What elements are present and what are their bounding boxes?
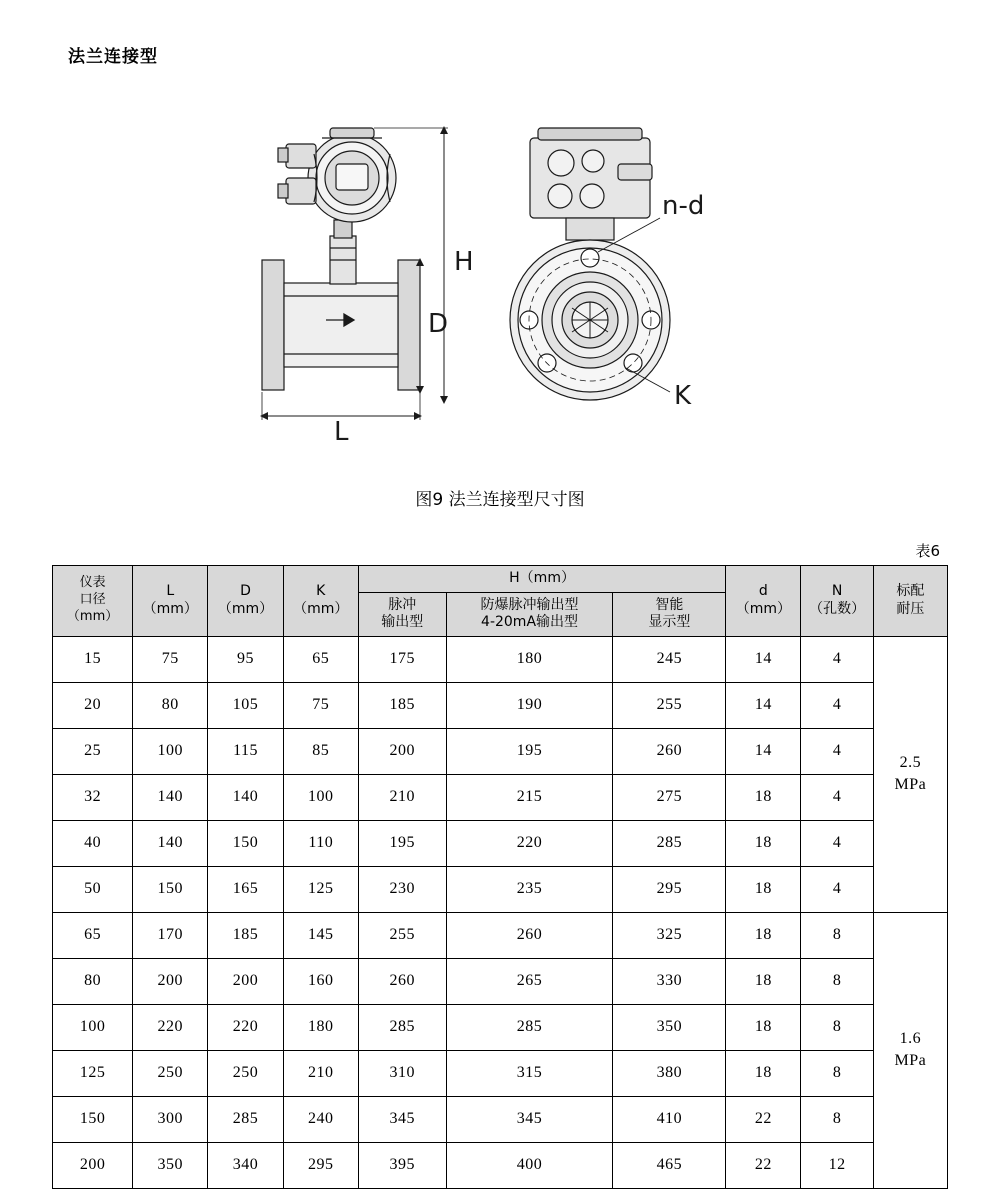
- cell-bore: 20: [53, 682, 133, 728]
- cell-n: 4: [801, 636, 873, 682]
- cell-n: 4: [801, 774, 873, 820]
- cell-L: 200: [133, 958, 208, 1004]
- cell-D: 165: [208, 866, 283, 912]
- cell-L: 75: [133, 636, 208, 682]
- cell-n: 12: [801, 1142, 873, 1188]
- cell-K: 160: [283, 958, 358, 1004]
- cell-h2: 190: [446, 682, 613, 728]
- cell-D: 220: [208, 1004, 283, 1050]
- cell-h1: 345: [358, 1096, 446, 1142]
- cell-L: 170: [133, 912, 208, 958]
- spec-table: [52, 565, 948, 1189]
- cell-h2: 345: [446, 1096, 613, 1142]
- table-row: [53, 1004, 948, 1050]
- th-l: L （mm）: [133, 566, 208, 637]
- cell-D: 200: [208, 958, 283, 1004]
- cell-h2: 180: [446, 636, 613, 682]
- cell-h2: 235: [446, 866, 613, 912]
- cell-bore: 25: [53, 728, 133, 774]
- cell-h3: 255: [613, 682, 726, 728]
- cell-K: 65: [283, 636, 358, 682]
- cell-L: 140: [133, 774, 208, 820]
- cell-L: 150: [133, 866, 208, 912]
- cell-h2: 195: [446, 728, 613, 774]
- th-d: D （mm）: [208, 566, 283, 637]
- cell-K: 100: [283, 774, 358, 820]
- cell-h3: 285: [613, 820, 726, 866]
- dimension-label-k: K: [674, 381, 692, 411]
- th-hole-dia: d （mm）: [726, 566, 801, 637]
- cell-bore: 15: [53, 636, 133, 682]
- cell-h1: 195: [358, 820, 446, 866]
- table-body: [53, 636, 948, 1188]
- th-h-pulse: 脉冲 输出型: [358, 592, 446, 636]
- cell-bore: 65: [53, 912, 133, 958]
- cell-D: 185: [208, 912, 283, 958]
- cell-h1: 260: [358, 958, 446, 1004]
- cell-bore: 150: [53, 1096, 133, 1142]
- cell-d: 18: [726, 866, 801, 912]
- cell-L: 300: [133, 1096, 208, 1142]
- table-head: [53, 566, 948, 637]
- cell-L: 220: [133, 1004, 208, 1050]
- cell-K: 210: [283, 1050, 358, 1096]
- cell-h1: 255: [358, 912, 446, 958]
- cell-K: 145: [283, 912, 358, 958]
- cell-d: 14: [726, 682, 801, 728]
- cell-K: 240: [283, 1096, 358, 1142]
- table-row: [53, 912, 948, 958]
- th-hole-count: N （孔数）: [801, 566, 873, 637]
- dimension-label-h: H: [454, 247, 474, 277]
- dimension-label-d: D: [428, 309, 449, 339]
- cell-h1: 285: [358, 1004, 446, 1050]
- th-h-smart: 智能 显示型: [613, 592, 726, 636]
- cell-h2: 265: [446, 958, 613, 1004]
- cell-h3: 275: [613, 774, 726, 820]
- cell-L: 100: [133, 728, 208, 774]
- th-h-group: H（mm）: [358, 566, 725, 593]
- cell-h3: 410: [613, 1096, 726, 1142]
- cell-h2: 315: [446, 1050, 613, 1096]
- table-row: [53, 866, 948, 912]
- cell-h2: 215: [446, 774, 613, 820]
- cell-bore: 32: [53, 774, 133, 820]
- th-pressure: 标配 耐压: [873, 566, 947, 637]
- cell-h2: 285: [446, 1004, 613, 1050]
- cell-L: 250: [133, 1050, 208, 1096]
- cell-L: 350: [133, 1142, 208, 1188]
- dimension-label-l: L: [334, 417, 349, 447]
- cell-D: 285: [208, 1096, 283, 1142]
- cell-h1: 230: [358, 866, 446, 912]
- cell-h3: 260: [613, 728, 726, 774]
- table-row: [53, 1142, 948, 1188]
- cell-h1: 210: [358, 774, 446, 820]
- cell-h3: 325: [613, 912, 726, 958]
- cell-D: 340: [208, 1142, 283, 1188]
- figure-caption: 图9 法兰连接型尺寸图: [415, 490, 585, 510]
- cell-h3: 295: [613, 866, 726, 912]
- cell-h3: 350: [613, 1004, 726, 1050]
- cell-h3: 380: [613, 1050, 726, 1096]
- cell-n: 8: [801, 958, 873, 1004]
- cell-K: 180: [283, 1004, 358, 1050]
- cell-d: 18: [726, 1050, 801, 1096]
- cell-bore: 80: [53, 958, 133, 1004]
- table-row: [53, 636, 948, 682]
- th-h-explosionproof: 防爆脉冲输出型 4-20mA输出型: [446, 592, 613, 636]
- cell-h2: 220: [446, 820, 613, 866]
- cell-bore: 40: [53, 820, 133, 866]
- cell-bore: 200: [53, 1142, 133, 1188]
- table-row: [53, 774, 948, 820]
- table-row: [53, 728, 948, 774]
- cell-d: 22: [726, 1096, 801, 1142]
- cell-d: 18: [726, 912, 801, 958]
- cell-bore: 100: [53, 1004, 133, 1050]
- cell-d: 18: [726, 1004, 801, 1050]
- cell-n: 8: [801, 1050, 873, 1096]
- cell-h1: 395: [358, 1142, 446, 1188]
- table-header-row-1: [53, 566, 948, 593]
- th-k: K （mm）: [283, 566, 358, 637]
- cell-d: 14: [726, 636, 801, 682]
- cell-d: 22: [726, 1142, 801, 1188]
- th-bore: 仪表 口径 （mm）: [53, 566, 133, 637]
- cell-n: 4: [801, 682, 873, 728]
- cell-D: 105: [208, 682, 283, 728]
- cell-L: 140: [133, 820, 208, 866]
- dimension-label-nd: n-d: [662, 191, 705, 221]
- cell-pressure-rating: 2.5 MPa: [873, 636, 947, 912]
- cell-h1: 175: [358, 636, 446, 682]
- cell-K: 85: [283, 728, 358, 774]
- cell-d: 18: [726, 958, 801, 1004]
- cell-n: 4: [801, 820, 873, 866]
- cell-n: 4: [801, 866, 873, 912]
- table-row: [53, 682, 948, 728]
- technical-drawing: [230, 120, 790, 460]
- cell-h1: 310: [358, 1050, 446, 1096]
- cell-D: 115: [208, 728, 283, 774]
- cell-n: 4: [801, 728, 873, 774]
- cell-h2: 400: [446, 1142, 613, 1188]
- table-label: 表6: [915, 542, 940, 560]
- cell-n: 8: [801, 912, 873, 958]
- cell-n: 8: [801, 1004, 873, 1050]
- cell-K: 125: [283, 866, 358, 912]
- cell-D: 150: [208, 820, 283, 866]
- cell-K: 110: [283, 820, 358, 866]
- cell-d: 14: [726, 728, 801, 774]
- cell-D: 250: [208, 1050, 283, 1096]
- cell-h3: 330: [613, 958, 726, 1004]
- cell-h3: 245: [613, 636, 726, 682]
- table-row: [53, 1050, 948, 1096]
- cell-L: 80: [133, 682, 208, 728]
- cell-K: 75: [283, 682, 358, 728]
- cell-K: 295: [283, 1142, 358, 1188]
- cell-d: 18: [726, 774, 801, 820]
- flowmeter-dimension-drawing: [230, 120, 790, 460]
- cell-h1: 200: [358, 728, 446, 774]
- table-row: [53, 1096, 948, 1142]
- cell-pressure-rating: 1.6 MPa: [873, 912, 947, 1188]
- page-title: 法兰连接型: [68, 47, 158, 67]
- cell-d: 18: [726, 820, 801, 866]
- cell-D: 95: [208, 636, 283, 682]
- table-row: [53, 820, 948, 866]
- cell-n: 8: [801, 1096, 873, 1142]
- cell-h1: 185: [358, 682, 446, 728]
- table-row: [53, 958, 948, 1004]
- cell-h2: 260: [446, 912, 613, 958]
- cell-h3: 465: [613, 1142, 726, 1188]
- cell-bore: 125: [53, 1050, 133, 1096]
- cell-bore: 50: [53, 866, 133, 912]
- cell-D: 140: [208, 774, 283, 820]
